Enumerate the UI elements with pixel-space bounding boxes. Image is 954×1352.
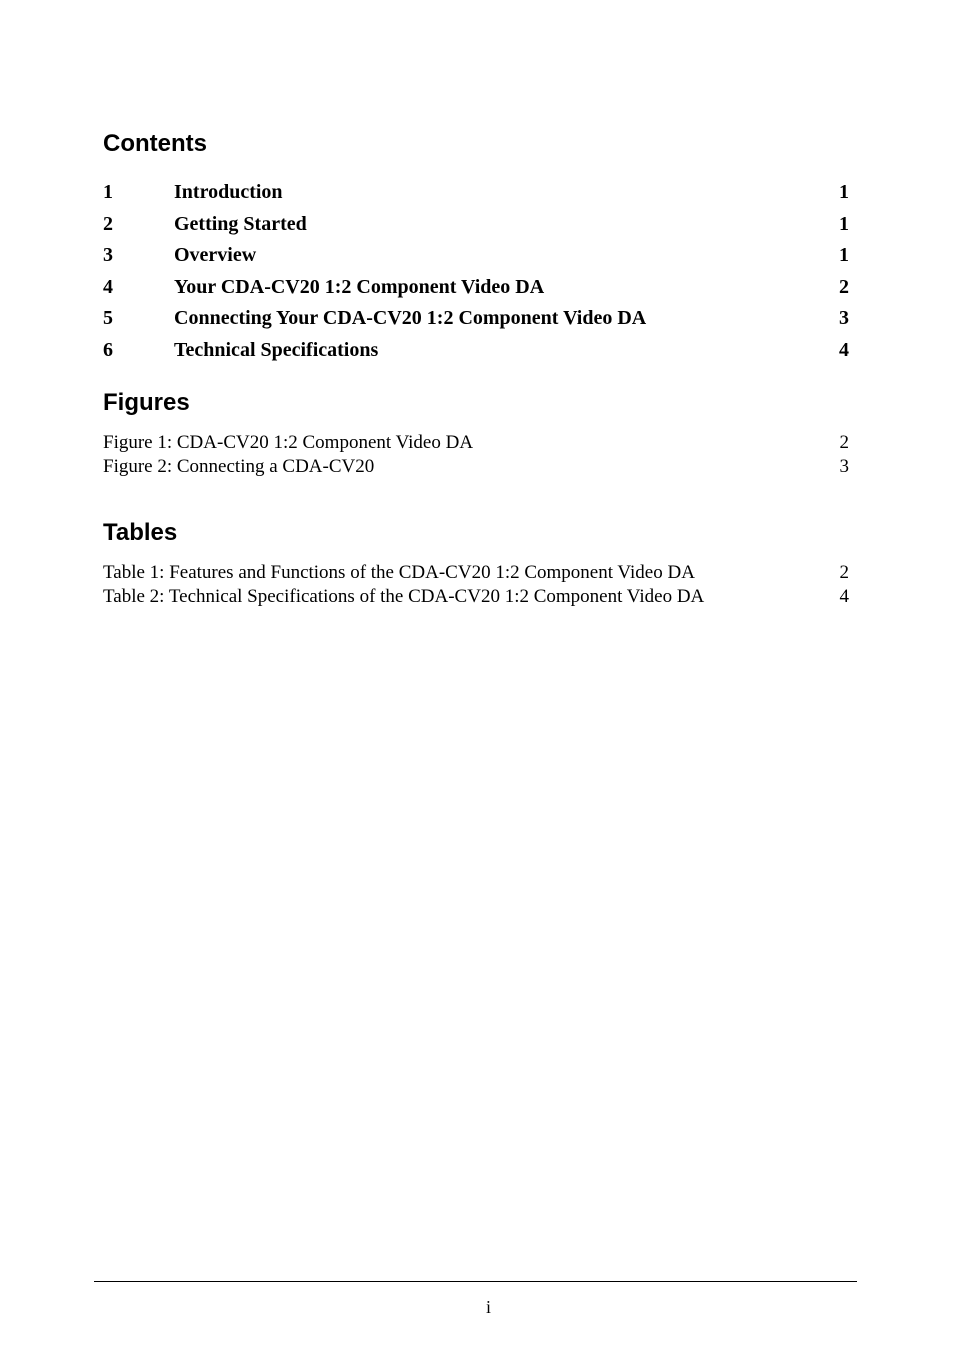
toc-entry-page: 3 (839, 307, 849, 330)
toc-entry[interactable] (103, 273, 849, 305)
contents-heading: Contents (103, 130, 207, 157)
tables-list (103, 561, 849, 608)
toc-entry-title: Introduction (174, 181, 283, 203)
toc-entry-page: 1 (839, 181, 849, 203)
table-entry-page: 2 (839, 562, 849, 583)
toc-entry[interactable] (103, 336, 849, 368)
figure-entry-page: 2 (839, 432, 849, 453)
toc-entry-title: Connecting Your CDA-CV20 1:2 Component Video DA (174, 307, 647, 330)
toc-entry-title: Technical Specifications (174, 338, 379, 361)
toc-entry-number: 4 (103, 275, 113, 298)
toc-entry-title: Getting Started (174, 212, 307, 235)
table-entry-title: Table 1: Features and Functions of the CDA-CV20 1:2 Component Video DA (103, 562, 695, 583)
contents-list (103, 178, 849, 368)
table-entry[interactable] (103, 585, 849, 609)
tables-heading: Tables (103, 519, 178, 546)
toc-entry-number: 2 (103, 212, 113, 235)
table-entry[interactable] (103, 561, 849, 585)
footer-divider (94, 1281, 857, 1282)
table-entry-page: 4 (839, 585, 849, 607)
toc-entry-title: Your CDA-CV20 1:2 Component Video DA (174, 275, 545, 298)
footer-page-number: i (485, 1297, 491, 1317)
toc-entry[interactable] (103, 178, 849, 210)
toc-entry-page: 1 (839, 212, 849, 235)
toc-entry-number: 1 (103, 181, 113, 203)
table-entry-title: Table 2: Technical Specifications of the CDA-CV20 1:2 Component Video DA (103, 585, 705, 607)
figures-list (103, 431, 849, 478)
toc-entry-page: 4 (839, 338, 849, 361)
toc-entry-number: 3 (103, 244, 113, 267)
figure-entry-title: Figure 2: Connecting a CDA-CV20 (103, 455, 375, 477)
figures-heading: Figures (103, 389, 190, 416)
toc-entry[interactable] (103, 210, 849, 242)
toc-entry-number: 6 (103, 338, 113, 361)
toc-entry[interactable] (103, 241, 849, 273)
figure-entry-title: Figure 1: CDA-CV20 1:2 Component Video DA (103, 432, 474, 453)
toc-entry[interactable] (103, 304, 849, 336)
toc-entry-number: 5 (103, 307, 113, 330)
toc-entry-title: Overview (174, 244, 257, 267)
toc-entry-page: 2 (839, 275, 849, 298)
figure-entry[interactable] (103, 431, 849, 455)
toc-entry-page: 1 (839, 244, 849, 267)
figure-entry-page: 3 (839, 455, 849, 477)
figure-entry[interactable] (103, 455, 849, 479)
